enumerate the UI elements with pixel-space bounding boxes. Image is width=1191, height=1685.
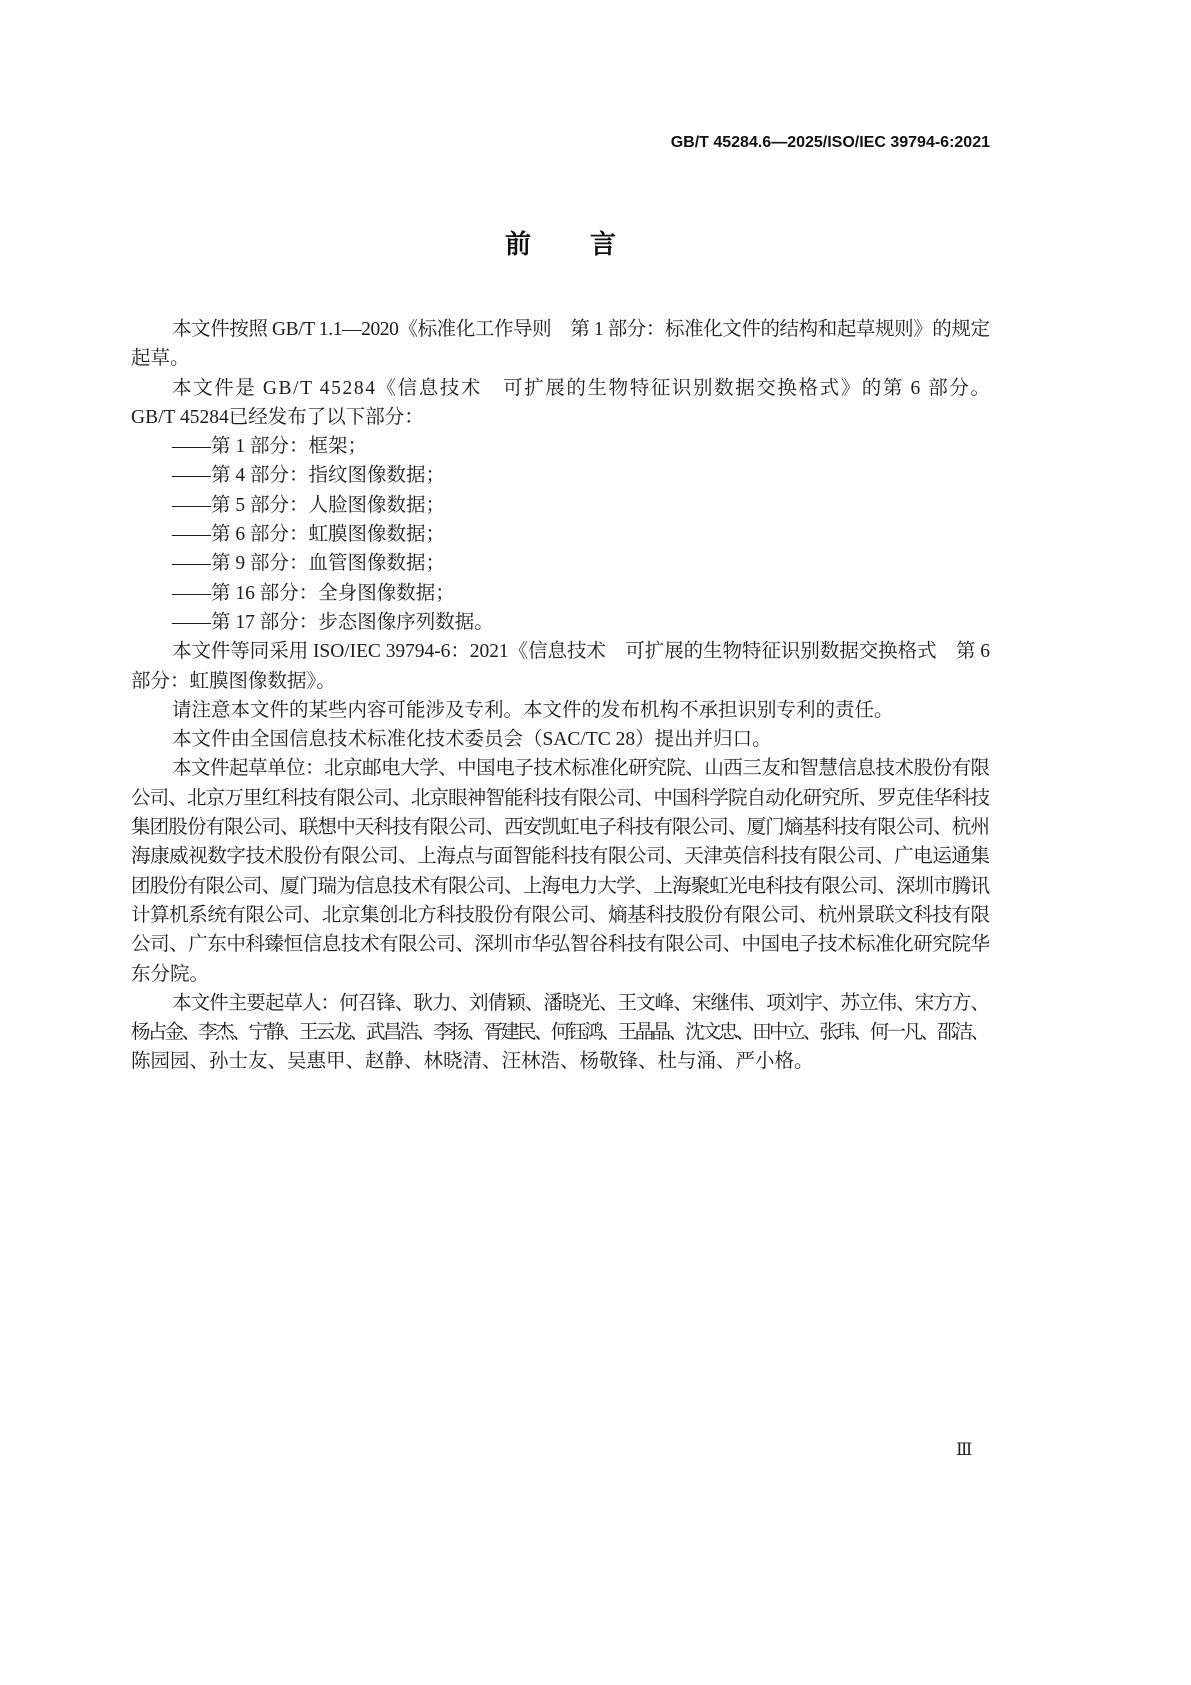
- page-number: Ⅲ: [956, 1440, 973, 1459]
- adoption-line: 部分：虹膜图像数据》。: [131, 670, 336, 692]
- drafting-units-line: 公司、广东中科臻恒信息技术有限公司、深圳市华弘智谷科技有限公司、中国电子技术标准化研究院华: [131, 934, 990, 956]
- drafters-line: 本文件主要起草人：何召锋、耿力、刘倩颖、潘晓光、王文峰、宋继伟、项刘宇、苏立伟、宋方方、: [172, 992, 990, 1014]
- drafting-units-line: 本文件起草单位：北京邮电大学、中国电子技术标准化研究院、山西三友和智慧信息技术股份有限: [172, 758, 990, 780]
- adoption-line: 本文件等同采用 ISO/IEC 39794-6：2021《信息技术 可扩展的生物特征识别数据交换格式 第 6: [172, 641, 990, 663]
- parts-list-item: ——第 1 部分：框架；: [172, 436, 368, 458]
- parts-list-item: ——第 17 部分：步态图像序列数据。: [172, 611, 494, 633]
- page-title: 前言: [504, 230, 675, 259]
- series-line: GB/T 45284已经发布了以下部分：: [131, 406, 424, 428]
- foreword-body: [131, 315, 990, 1077]
- parts-list-item: ——第 4 部分：指纹图像数据；: [172, 465, 446, 487]
- series-line: 本文件是 GB/T 45284《信息技术 可扩展的生物特征识别数据交换格式》的第 6 部分。: [172, 377, 992, 399]
- parts-list-item: ——第 6 部分：虹膜图像数据；: [172, 524, 446, 546]
- drafting-units-line: 团股份有限公司、厦门瑞为信息技术有限公司、上海电力大学、上海聚虹光电科技有限公司、深圳市腾讯: [131, 875, 990, 897]
- drafters-line: 杨占金、李杰、宁静、王云龙、武昌浩、李扬、胥建民、何钰鸿、王晶晶、沈文忠、田中立、张玮、何一凡、邵洁、: [131, 1022, 988, 1044]
- drafting-units-line: 东分院。: [131, 963, 210, 985]
- patent-notice: 请注意本文件的某些内容可能涉及专利。本文件的发布机构不承担识别专利的责任。: [172, 699, 894, 721]
- standard-code: GB/T 45284.6—2025/ISO/IEC 39794-6:2021: [670, 134, 990, 151]
- parts-list-item: ——第 9 部分：血管图像数据；: [172, 553, 446, 575]
- proposer-line: 本文件由全国信息技术标准化技术委员会（SAC/TC 28）提出并归口。: [172, 729, 772, 751]
- parts-list-item: ——第 5 部分：人脸图像数据；: [172, 494, 446, 516]
- drafting-units-line: 集团股份有限公司、联想中天科技有限公司、西安凯虹电子科技有限公司、厦门熵基科技有限公司、杭州: [131, 817, 990, 839]
- parts-list-item: ——第 16 部分：全身图像数据；: [172, 582, 455, 604]
- intro-line: 本文件按照 GB/T 1.1—2020《标准化工作导则 第 1 部分：标准化文件的结构和起草规则》的规定: [172, 319, 990, 340]
- drafters-line: 陈园园、孙士友、吴惠甲、赵静、林晓清、汪林浩、杨敬锋、杜与涌、严小格。: [131, 1051, 814, 1073]
- drafting-units-line: 公司、北京万里红科技有限公司、北京眼神智能科技有限公司、中国科学院自动化研究所、罗克佳华科技: [131, 787, 990, 809]
- drafting-units-line: 海康威视数字技术股份有限公司、上海点与面智能科技有限公司、天津英信科技有限公司、广电运通集: [131, 846, 990, 868]
- intro-line: 起草。: [131, 348, 190, 370]
- drafting-units-line: 计算机系统有限公司、北京集创北方科技股份有限公司、熵基科技股份有限公司、杭州景联文科技有限: [131, 904, 990, 926]
